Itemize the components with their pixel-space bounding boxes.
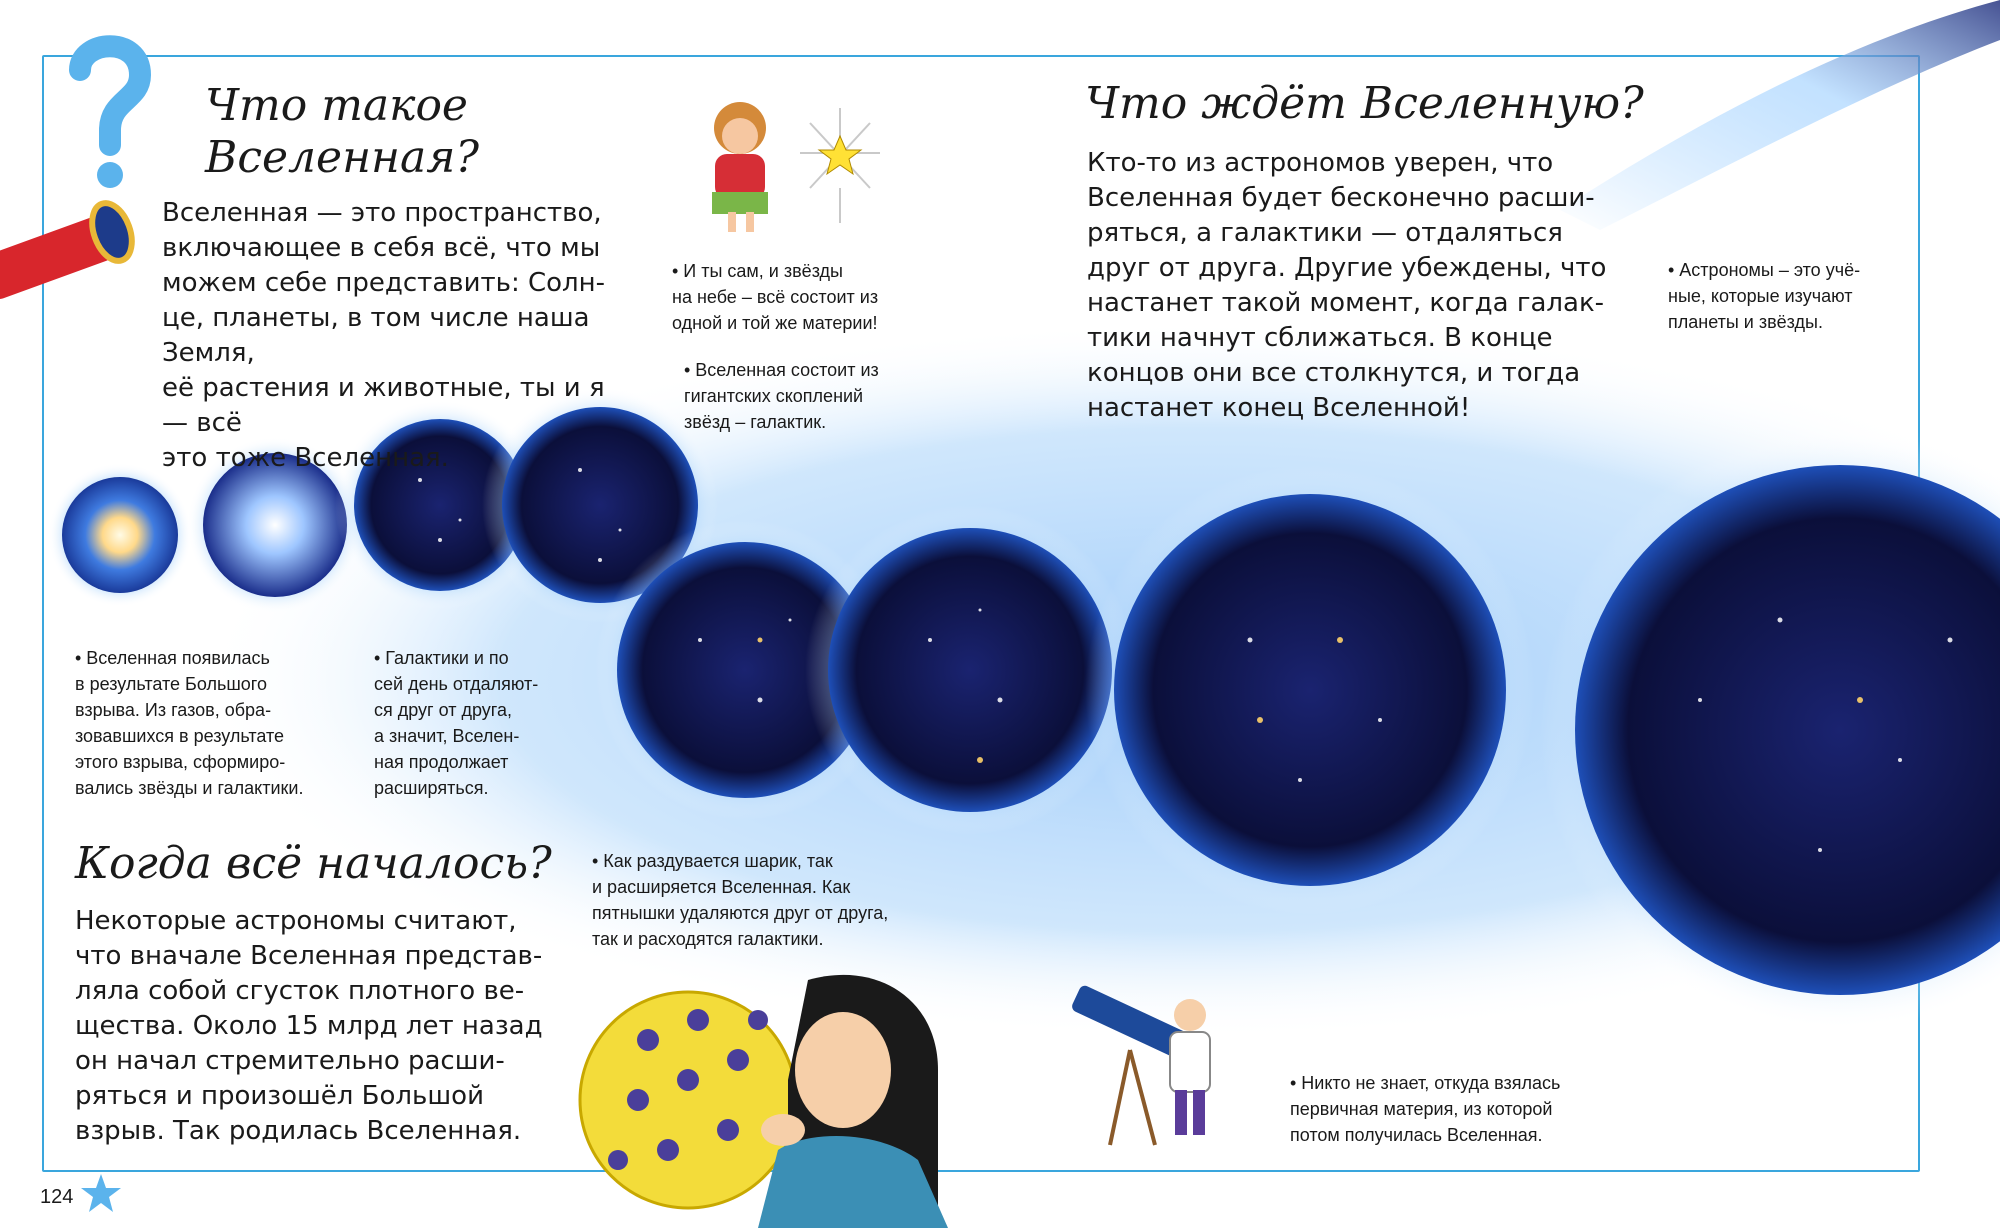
text-future-universe: Кто-то из астрономов уверен, что Вселенная будет бесконечно расши- ряться, а галактики — отдаляться друг от друга. Другие убеждены, что настанет такой момент, когда галак- тики начнут сближаться. В конце концов они все столкнутся, и тогда настанет конец Вселенной!	[1087, 148, 1607, 423]
note-same-matter: • И ты сам, и звёзды на небе – всё состоит из одной и той же материи!	[672, 261, 879, 333]
note-expanding: • Галактики и по сей день отдаляют- ся друг от друга, а значит, Вселен- ная продолжает расширяться.	[374, 648, 539, 798]
text-what-is-universe: Вселенная — это пространство, включающее в себя всё, что мы можем себе представить: Солн- це, планеты, в том числе наша Земля, её растения и животные, ты и я — всё это тоже Вселенная.	[162, 198, 606, 473]
note-astronomers: • Астрономы – это учё- ные, которые изучают планеты и звёзды.	[1668, 260, 1861, 332]
title-what-is-universe: Что такое Вселенная?	[205, 80, 479, 183]
question-mark-icon	[60, 30, 155, 190]
scientist-with-telescope-illustration	[1060, 980, 1260, 1150]
note-nobody-knows: • Никто не знает, откуда взялась первичная материя, из которой потом получилась Вселенная.	[1290, 1073, 1561, 1145]
note-big-bang: • Вселенная появилась в результате Большого взрыва. Из газов, обра- зовавшихся в результате этого взрыва, сформиро- вались звёзды и галактики.	[75, 648, 304, 798]
child-with-star-illustration	[690, 88, 890, 238]
title-future-universe: Что ждёт Вселенную?	[1085, 78, 1644, 129]
title-when-began: Когда всё началось?	[75, 838, 552, 889]
page-number: 124	[40, 1186, 74, 1208]
page-star-icon	[80, 1172, 122, 1214]
note-galaxies: • Вселенная состоит из гигантских скоплений звёзд – галактик.	[684, 360, 879, 432]
note-balloon: • Как раздувается шарик, так и расширяется Вселенная. Как пятнышки удаляются друг от друга, так и расходятся галактики.	[592, 851, 889, 949]
text-when-began: Некоторые астрономы считают, что вначале Вселенная представ- ляла собой сгусток плотного ве- щества. Около 15 млрд лет назад он начал стремительно расши- ряться и произошёл Большой взрыв. Так родилась Вселенная.	[75, 906, 543, 1146]
girl-with-balloon-illustration	[578, 960, 998, 1228]
telescope-icon	[0, 190, 140, 310]
